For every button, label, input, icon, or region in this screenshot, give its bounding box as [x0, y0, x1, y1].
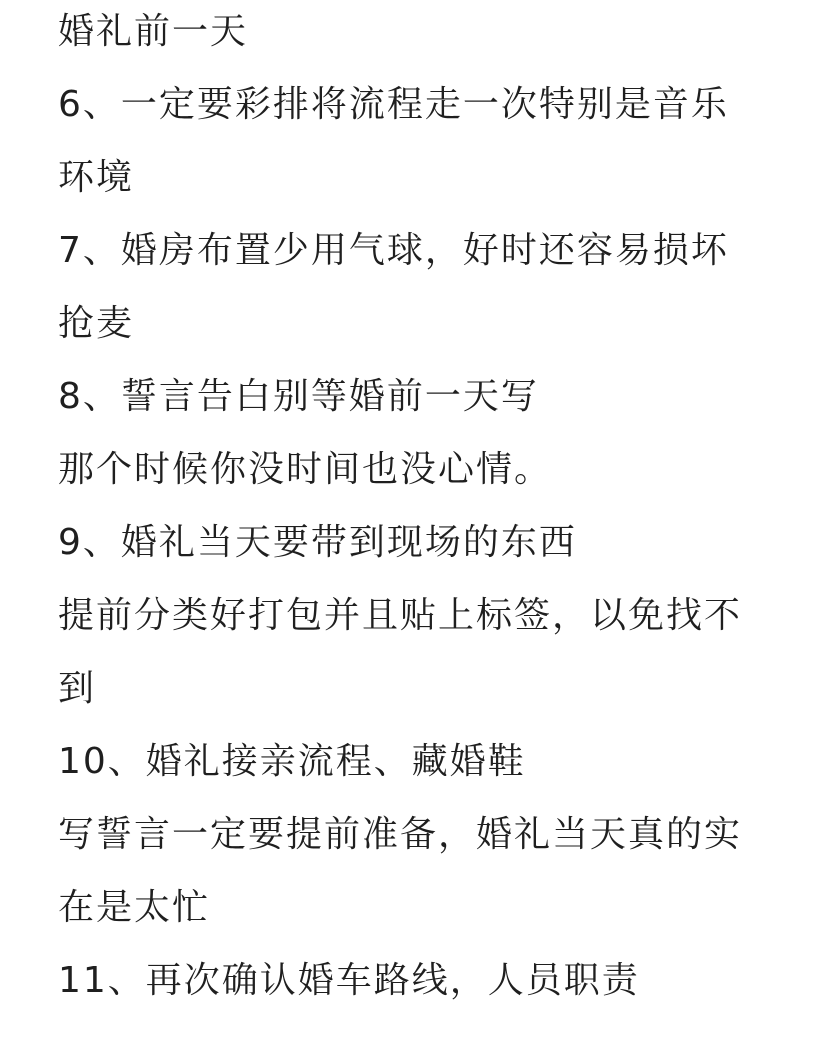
text-line: 写誓言一定要提前准备，婚礼当天真的实	[58, 814, 743, 855]
text-line: 9、婚礼当天要带到现场的东西	[58, 522, 577, 563]
text-line: 抢麦	[58, 303, 135, 344]
text-line: 到	[58, 668, 97, 709]
text-line: 那个时候你没时间也没心情。	[58, 449, 553, 490]
text-line: 6、一定要彩排将流程走一次特别是音乐	[58, 84, 729, 125]
text-line: 环境	[58, 157, 135, 198]
text-line: 提前分类好打包并且贴上标签，以免找不	[58, 595, 743, 636]
text-line: 8、誓言告白别等婚前一天写	[58, 376, 539, 417]
text-line: 10、婚礼接亲流程、藏婚鞋	[58, 741, 526, 782]
text-line: 11、再次确认婚车路线，人员职责	[58, 960, 640, 1001]
text-line: 7、婚房布置少用气球，好时还容易损坏	[58, 230, 729, 271]
text-line: 婚礼前一天	[58, 11, 249, 52]
text-line: 在是太忙	[58, 887, 211, 928]
